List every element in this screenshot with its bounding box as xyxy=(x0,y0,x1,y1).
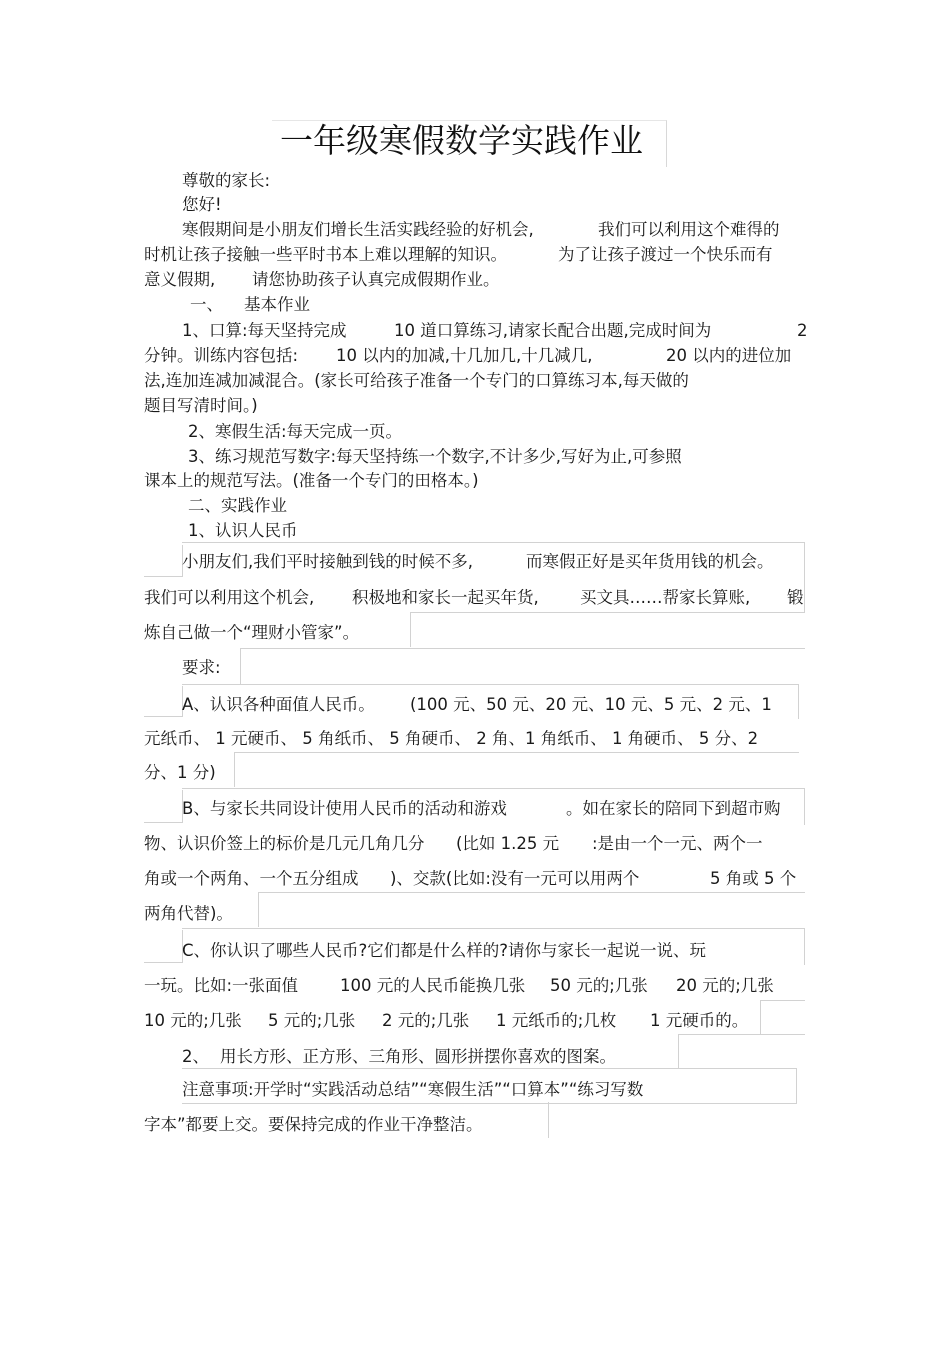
sub-2-number: 2、 xyxy=(182,1047,209,1066)
req-c-line-3 xyxy=(144,1010,824,1032)
frame-artifact xyxy=(144,686,183,717)
para-1-line-1b: 而寒假正好是买年货用钱的机会。 xyxy=(526,552,774,571)
req-c-line-3d: 1 元纸币的;几枚 xyxy=(496,1011,617,1030)
frame-artifact xyxy=(144,790,183,823)
intro-line-3b: 请您协助孩子认真完成假期作业。 xyxy=(252,270,500,289)
para-1-line-2b: 积极地和家长一起买年货, xyxy=(352,588,539,607)
req-b-line-2a: 物、认识价签上的标价是几元几角几分 xyxy=(144,834,425,853)
item-3-line-2: 课本上的规范写法。(准备一个专门的田格本。) xyxy=(144,471,479,490)
frame-artifact xyxy=(234,752,799,787)
req-a-line-1a: A、认识各种面值人民币。 xyxy=(182,695,375,714)
frame-artifact xyxy=(410,612,411,647)
intro-line-3a: 意义假期, xyxy=(144,270,216,289)
req-a-line-2: 元纸币、 1 元硬币、 5 角纸币、 5 角硬币、 2 角、1 角纸币、 1 角硬币、 5 分、2 xyxy=(144,729,759,748)
item-1-line-1a: 1、口算:每天坚持完成 xyxy=(182,321,347,340)
sub-2 xyxy=(182,1046,822,1068)
req-b-line-2c: :是由一个一元、两个一 xyxy=(592,834,763,853)
frame-artifact xyxy=(240,648,805,685)
req-c-line-2c: 50 元的;几张 xyxy=(550,976,648,995)
hello: 您好! xyxy=(182,195,222,214)
item-1-line-2c: 20 以内的进位加 xyxy=(666,346,792,365)
item-1-line-1b: 10 道口算练习,请家长配合出题,完成时间为 xyxy=(394,321,712,340)
item-2: 2、寒假生活:每天完成一页。 xyxy=(188,422,403,441)
req-c-line-3b: 5 元的;几张 xyxy=(268,1011,356,1030)
intro-line-2a: 时机让孩子接触一些平时书本上难以理解的知识。 xyxy=(144,245,507,264)
req-b-line-3a: 角或一个两角、一个五分组成 xyxy=(144,869,359,888)
intro-line-1a: 寒假期间是小朋友们增长生活实践经验的好机会, xyxy=(182,220,534,239)
req-b-line-3b: )、交款(比如:没有一元可以用两个 xyxy=(390,869,640,888)
req-b-line-1a: B、与家长共同设计使用人民币的活动和游戏 xyxy=(182,799,507,818)
req-b-line-4: 两角代替)。 xyxy=(144,904,233,923)
req-c-line-3a: 10 元的;几张 xyxy=(144,1011,242,1030)
req-c-line-2d: 20 元的;几张 xyxy=(676,976,774,995)
para-1-line-2 xyxy=(144,587,824,609)
req-a-line-3: 分、1 分) xyxy=(144,763,216,782)
frame-artifact xyxy=(258,892,805,927)
intro-line-2b: 为了让孩子渡过一个快乐而有 xyxy=(558,245,773,264)
req-b-line-1b: 。如在家长的陪同下到超市购 xyxy=(566,799,781,818)
req-c-line-1: C、你认识了哪些人民币?它们都是什么样的?请你与家长一起说一说、玩 xyxy=(182,941,707,960)
req-a-line-1b: (100 元、50 元、20 元、10 元、5 元、2 元、1 xyxy=(410,695,772,714)
intro-line-1b: 我们可以利用这个难得的 xyxy=(598,220,780,239)
item-3-line-1: 3、练习规范写数字:每天坚持练一个数字,不计多少,写好为止,可参照 xyxy=(188,447,682,466)
item-1-line-3: 法,连加连减加减混合。(家长可给孩子准备一个专门的口算练习本,每天做的 xyxy=(144,371,689,390)
sub-1-heading: 1、认识人民币 xyxy=(188,521,298,540)
req-c-line-2b: 100 元的人民币能换几张 xyxy=(340,976,526,995)
greeting: 尊敬的家长: xyxy=(182,171,271,190)
section-1-title: 基本作业 xyxy=(244,295,310,314)
para-1-line-2a: 我们可以利用这个机会, xyxy=(144,588,315,607)
item-1-line-1c: 2 xyxy=(797,321,808,340)
section-1-number: 一、 xyxy=(190,295,223,314)
req-b-line-2 xyxy=(144,833,824,855)
intro-line-3 xyxy=(144,269,824,291)
frame-artifact xyxy=(144,545,183,577)
item-1-line-4: 题目写清时间。) xyxy=(144,396,258,415)
item-1-line-2 xyxy=(144,345,824,367)
para-1-line-2c: 买文具……帮家长算账, xyxy=(580,588,751,607)
para-1-line-3: 炼自己做一个“理财小管家”。 xyxy=(144,623,360,642)
req-c-line-2a: 一玩。比如:一张面值 xyxy=(144,976,299,995)
frame-artifact xyxy=(548,1102,549,1138)
item-1-line-2a: 分钟。训练内容包括: xyxy=(144,346,299,365)
item-1-line-2b: 10 以内的加减,十几加几,十几减几, xyxy=(336,346,593,365)
para-1-line-1a: 小朋友们,我们平时接触到钱的时候不多, xyxy=(182,552,473,571)
para-1-line-2d: 锻 xyxy=(787,588,804,607)
req-c-line-2 xyxy=(144,975,824,997)
requirements-label: 要求: xyxy=(182,658,221,677)
req-b-line-3 xyxy=(144,868,824,890)
item-1-line-1 xyxy=(182,320,822,342)
req-b-line-2b: (比如 1.25 元 xyxy=(456,834,560,853)
page-title: 一年级寒假数学实践作业 xyxy=(280,121,643,160)
section-1-heading xyxy=(190,294,490,316)
frame-artifact xyxy=(144,930,183,963)
section-2-heading: 二、实践作业 xyxy=(188,496,287,515)
para-1-line-1 xyxy=(182,551,822,573)
sub-2-text: 用长方形、正方形、三角形、圆形拼摆你喜欢的图案。 xyxy=(220,1047,616,1066)
note-line-1: 注意事项:开学时“实践活动总结”“寒假生活”“口算本”“练习写数 xyxy=(182,1080,644,1099)
req-a-line-1 xyxy=(182,694,822,716)
note-line-2: 字本”都要上交。要保持完成的作业干净整洁。 xyxy=(144,1115,483,1134)
intro-line-2 xyxy=(144,244,824,266)
req-b-line-1 xyxy=(182,798,822,820)
req-b-line-3c: 5 角或 5 个 xyxy=(710,869,797,888)
intro-line-1 xyxy=(182,219,822,241)
req-c-line-3e: 1 元硬币的。 xyxy=(650,1011,749,1030)
req-c-line-3c: 2 元的;几张 xyxy=(382,1011,470,1030)
